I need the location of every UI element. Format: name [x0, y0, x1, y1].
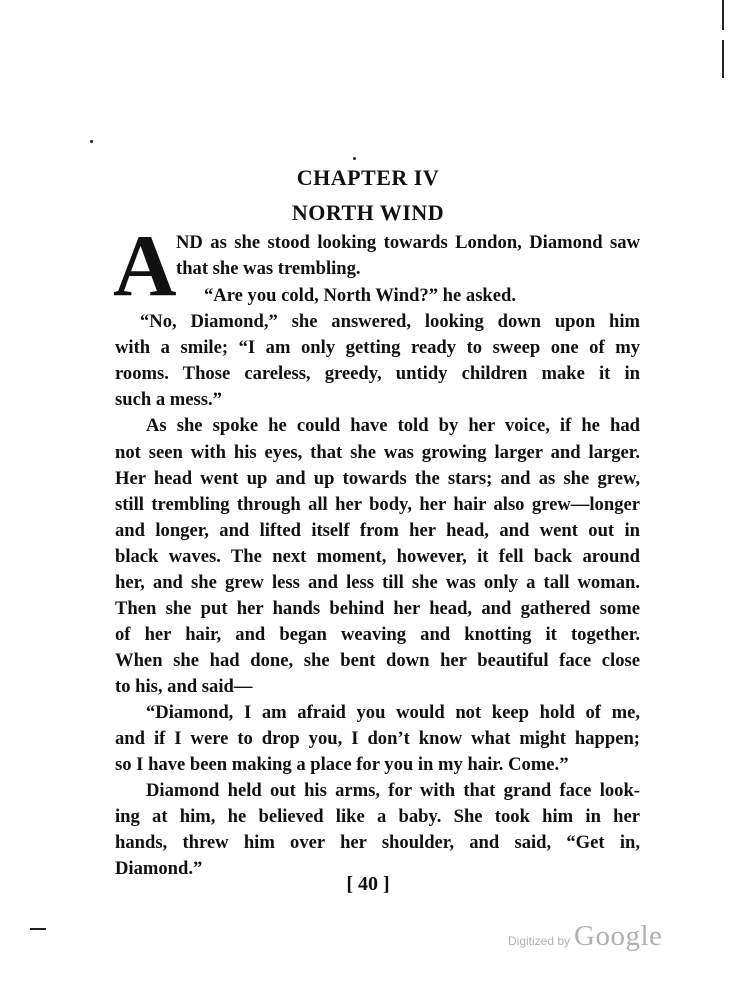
- text-line: that she was trembling.: [176, 258, 361, 279]
- text-line: and if I were to drop you, I don’t know what might happen;: [115, 728, 640, 749]
- text-line: “No, Diamond,” she answered, looking down upon him: [140, 311, 640, 332]
- text-line: Diamond held out his arms, for with that grand face look-: [146, 780, 640, 801]
- text-line: with a smile; “I am only getting ready to sweep one of my: [115, 337, 640, 358]
- text-line: As she spoke he could have told by her voice, if he had: [146, 415, 640, 436]
- scan-speck: [353, 157, 356, 160]
- text-line: “Diamond, I am afraid you would not keep hold of me,: [146, 702, 640, 723]
- text-line: such a mess.”: [115, 389, 222, 410]
- text-line: hands, threw him over her shoulder, and said, “Get in,: [115, 832, 640, 853]
- digitized-watermark: [508, 920, 662, 953]
- text-line: “Are you cold, North Wind?” he asked.: [204, 285, 517, 306]
- text-line: When she had done, she bent down her beautiful face close: [115, 650, 640, 671]
- text-line: Diamond.”: [115, 858, 203, 879]
- text-line: her, and she grew less and less till she was only a tall woman.: [115, 572, 640, 593]
- text-line: not seen with his eyes, that she was growing larger and larger.: [115, 442, 640, 463]
- text-line: black waves. The next moment, however, it fell back around: [115, 546, 640, 567]
- text-line: Her head went up and up towards the stars; and as she grew,: [115, 468, 640, 489]
- text-line: so I have been making a place for you in my hair. Come.”: [115, 754, 569, 775]
- text-line: rooms. Those careless, greedy, untidy children make it in: [115, 363, 640, 384]
- text-line: ND as she stood looking towards London, Diamond saw: [176, 232, 640, 253]
- drop-cap: A: [113, 218, 177, 315]
- scan-speck: [30, 928, 46, 930]
- text-line: Then she put her hands behind her head, and gathered some: [115, 598, 640, 619]
- page-edge-line: [722, 40, 724, 78]
- watermark-prefix: Digitized by: [508, 934, 571, 948]
- text-line: to his, and said—: [115, 676, 253, 697]
- text-line: of her hair, and began weaving and knotting it together.: [115, 624, 640, 645]
- text-line: and longer, and lifted itself from her head, and went out in: [115, 520, 640, 541]
- page-number: [ 40 ]: [346, 873, 390, 895]
- text-line: still trembling through all her body, her hair also grew—longer: [115, 494, 640, 515]
- chapter-number: CHAPTER IV: [296, 165, 440, 190]
- page-edge-line: [722, 0, 724, 30]
- scan-speck: [90, 140, 93, 143]
- watermark-brand: Google: [574, 920, 663, 952]
- text-line: ing at him, he believed like a baby. She took him in her: [115, 806, 640, 827]
- chapter-title: NORTH WIND: [291, 200, 445, 225]
